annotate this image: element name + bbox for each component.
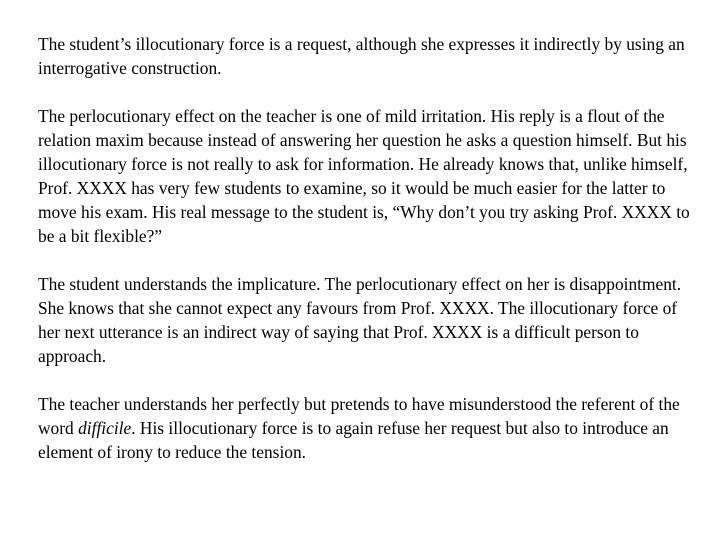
paragraph-teacher-irony (38, 392, 698, 464)
paragraph-text-before-term: The teacher understands her perfectly but pretends to have misunderstood the referent of the word (38, 394, 680, 438)
paragraph-text-after-term: . His illocutionary force is to again refuse her request but also to introduce an element of irony to reduce the tension. (38, 418, 669, 462)
paragraph-student-implicature: The student understands the implicature. The perlocutionary effect on her is disappointment. She knows that she cannot expect any favours from Prof. XXXX. The illocutionary force of her next utterance is an indirect way of saying that Prof. XXXX is a difficult person to approach. (38, 274, 682, 366)
italic-term: difficile (78, 418, 132, 438)
paragraph-teacher-reply: The perlocutionary effect on the teacher is one of mild irritation. His reply is a flout of the relation maxim because instead of answering her question he asks a question himself. But his illocutionary force is not really to ask for information. He already knows that, unlike himself, Prof. XXXX has very few students to examine, so it would be much easier for the latter to move his exam. His real message to the student is, “Why don’t you try asking Prof. XXXX to be a bit flexible?” (38, 106, 690, 246)
paragraph-illocutionary-request: The student’s illocutionary force is a request, although she expresses it indirectly by using an interrogative construction. (38, 34, 685, 78)
document-body (38, 32, 698, 464)
